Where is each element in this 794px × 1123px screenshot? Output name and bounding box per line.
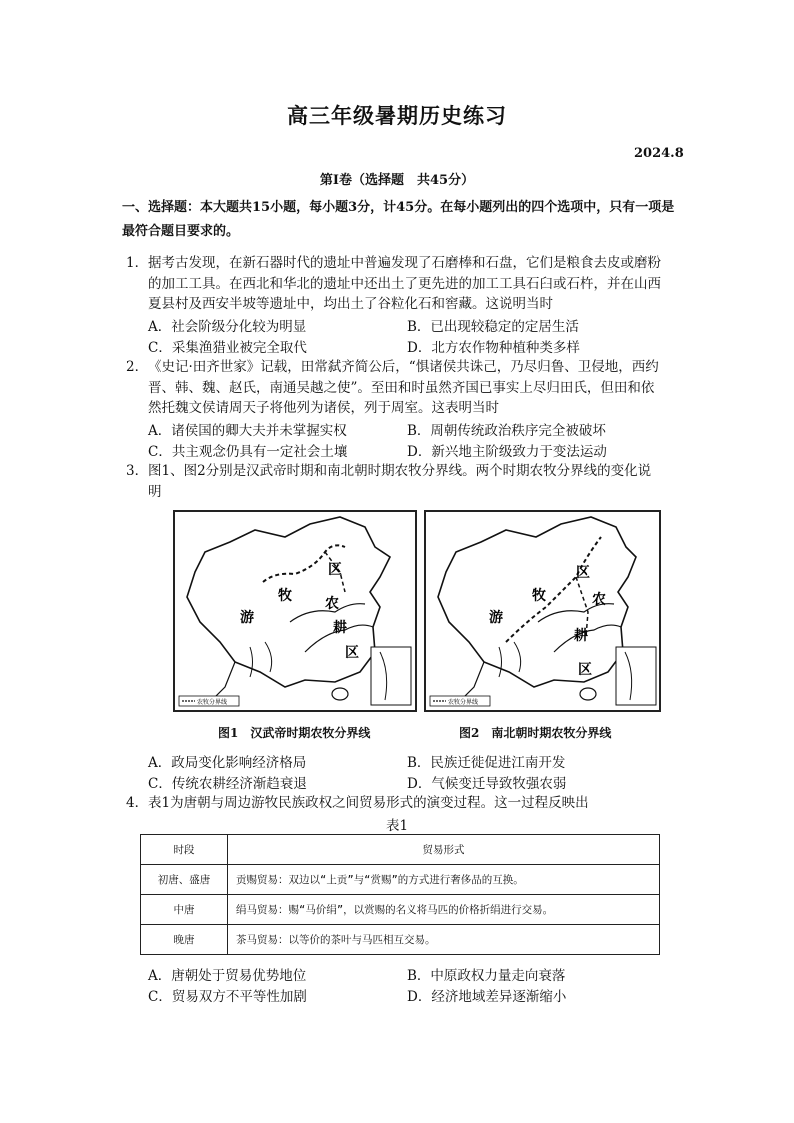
- map-label: 耕: [333, 620, 347, 636]
- option-b[interactable]: B．民族迁徙促进江南开发: [407, 755, 566, 771]
- table-row: [141, 865, 660, 895]
- question-line: 晋、韩、魏、赵氏，南通吴越之使”。至田和时虽然齐国已事实上尽归田氏，但田和依: [148, 379, 655, 396]
- option-c[interactable]: C．采集渔猎业被完全取代: [148, 340, 307, 356]
- table-header-cell: 贸易形式: [228, 835, 660, 865]
- option-c[interactable]: C．贸易双方不平等性加剧: [148, 989, 307, 1005]
- question-line: 明: [148, 483, 162, 500]
- option-c[interactable]: C．共主观念仍具有一定社会土壤: [148, 444, 348, 460]
- map-label: 农: [325, 596, 339, 612]
- question-line: 《史记·田齐世家》记载，田常弑齐简公后，“惧诸侯共诛己，乃尽归鲁、卫侵地，西约: [148, 359, 659, 375]
- trade-table: [140, 834, 660, 955]
- table-row: [141, 895, 660, 925]
- map-label: 牧: [278, 588, 292, 604]
- option-a[interactable]: A．诸侯国的卿大夫并未掌握实权: [148, 423, 347, 439]
- question-number: 4．: [126, 795, 149, 811]
- question-4: [126, 793, 674, 814]
- option-a[interactable]: A．唐朝处于贸易优势地位: [148, 968, 307, 984]
- map-figure-1: [173, 510, 417, 712]
- map-caption-2: 图2 南北朝时期农牧分界线: [459, 726, 612, 740]
- question-number: 2．: [126, 359, 149, 375]
- question-2: [126, 357, 674, 419]
- option-d[interactable]: D．经济地域差异逐渐缩小: [407, 989, 567, 1005]
- map-label: 区: [576, 565, 590, 581]
- question-1: [126, 253, 674, 315]
- table-header-row: [141, 835, 660, 865]
- instructions: 一、选择题：本大题共15小题，每小题3分，计45分。在每小题列出的四个选项中，只有一项是最符合题目要求的。: [122, 200, 675, 239]
- map-label: 游: [240, 610, 254, 626]
- option-d[interactable]: D．气候变迁导致牧强农弱: [407, 776, 567, 792]
- question-line: 表1为唐朝与周边游牧民族政权之间贸易形式的演变过程。这一过程反映出: [148, 795, 589, 811]
- map-label: 区: [345, 645, 359, 661]
- option-c[interactable]: C．传统农耕经济渐趋衰退: [148, 776, 307, 792]
- question-number: 1．: [126, 255, 149, 271]
- option-b[interactable]: B．中原政权力量走向衰落: [407, 968, 566, 984]
- question-line: 然托魏文侯请周天子将他列为诸侯，列于周室。这表明当时: [148, 400, 499, 416]
- table-cell: 绢马贸易：赐“马价绢”，以赏赐的名义将马匹的价格折绢进行交易。: [228, 895, 660, 925]
- map-figure-2: [424, 510, 661, 712]
- map-label: 耕: [574, 628, 588, 644]
- table-cell: 初唐、盛唐: [141, 865, 228, 895]
- question-line: 夏县村及西安半坡等遗址中，均出土了谷粒化石和窖藏。这说明当时: [148, 296, 553, 312]
- option-d[interactable]: D．北方农作物种植种类多样: [407, 340, 580, 356]
- map-label: 游: [489, 610, 503, 626]
- map-label: 区: [578, 662, 592, 678]
- table-caption: 表1: [385, 818, 409, 834]
- map-label: 农: [592, 592, 606, 608]
- table-cell: 中唐: [141, 895, 228, 925]
- option-a[interactable]: A．社会阶级分化较为明显: [148, 319, 307, 335]
- section-heading: 第Ⅰ卷（选择题 共45分）: [319, 173, 475, 188]
- option-a[interactable]: A．政局变化影响经济格局: [148, 755, 307, 771]
- page-title: 高三年级暑期历史练习: [287, 103, 507, 128]
- question-number: 3．: [126, 463, 149, 479]
- map-label: 牧: [532, 588, 546, 604]
- question-3: [126, 461, 674, 502]
- option-d[interactable]: D．新兴地主阶级致力于变法运动: [407, 444, 607, 460]
- table-header-cell: 时段: [141, 835, 228, 865]
- table-cell: 晚唐: [141, 925, 228, 955]
- map-legend: 农牧分界线: [448, 699, 479, 706]
- table-cell: 茶马贸易：以等价的茶叶与马匹相互交易。: [228, 925, 660, 955]
- option-b[interactable]: B．周朝传统政治秩序完全被破坏: [407, 423, 606, 439]
- map-label: 区: [328, 562, 342, 578]
- question-line: 图1、图2分别是汉武帝时期和南北朝时期农牧分界线。两个时期农牧分界线的变化说: [148, 463, 652, 479]
- table-cell: 贡赐贸易：双边以“上贡”与“赏赐”的方式进行奢侈品的互换。: [228, 865, 660, 895]
- exam-date: 2024.8: [634, 146, 684, 161]
- question-line: 的加工工具。在西北和华北的遗址中还出土了更先进的加工工具石臼或石杵，并在山西: [148, 275, 661, 292]
- table-row: [141, 925, 660, 955]
- map-legend: 农牧分界线: [197, 699, 228, 706]
- option-b[interactable]: B．已出现较稳定的定居生活: [407, 319, 579, 335]
- map-caption-1: 图1 汉武帝时期农牧分界线: [218, 726, 371, 740]
- question-line: 据考古发现，在新石器时代的遗址中普遍发现了石磨棒和石盘，它们是粮食去皮或磨粉: [148, 255, 661, 271]
